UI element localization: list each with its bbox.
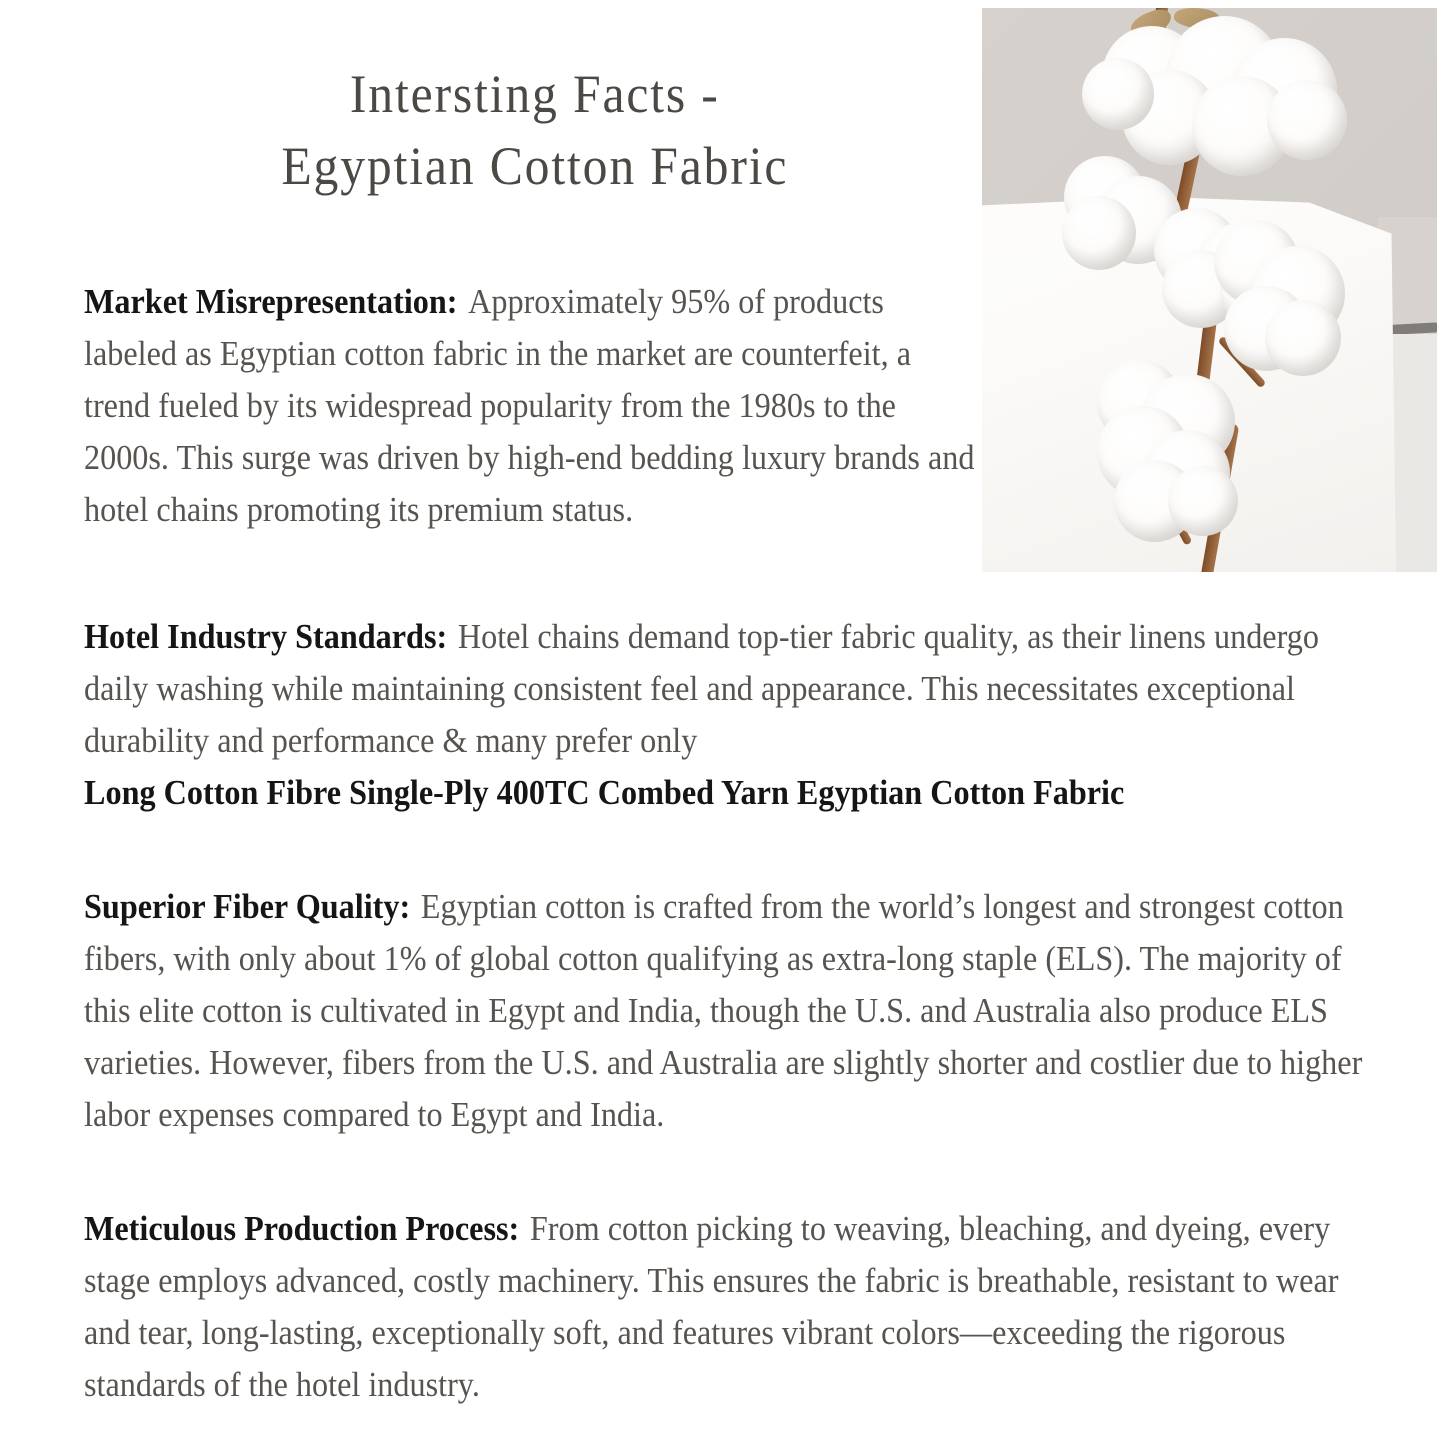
section-heading: Meticulous Production Process:	[84, 1209, 520, 1248]
paragraph-superior-fiber-quality	[84, 881, 1381, 1141]
section-body: Approximately 95% of products labeled as Egyptian cotton fabric in the market are counterfeit, a trend fueled by its widespread popularity from the 1980s to the 2000s. This surge was driven by high-end bedding luxury brands and hotel chains promoting its premium status.	[84, 282, 975, 529]
section-heading: Market Misrepresentation:	[84, 282, 458, 321]
paragraph-meticulous-production-process	[84, 1203, 1381, 1411]
section-body: Egyptian cotton is crafted from the world’s longest and strongest cotton fibers, with only about 1% of global cotton qualifying as extra-long staple (ELS). The majority of this elite cotton is cultivated in Egypt and India, though the U.S. and Australia also produce ELS varieties. However, fibers from the U.S. and Australia are slightly shorter and costlier due to higher labor expenses compared to Egypt and India.	[84, 887, 1363, 1134]
page-title	[84, 58, 986, 202]
section-heading: Hotel Industry Standards:	[84, 617, 448, 656]
page-title-line2: Egyptian Cotton Fabric	[281, 136, 789, 196]
paragraph-market-misrepresentation	[84, 276, 975, 536]
section-body: Hotel chains demand top-tier fabric quality, as their linens undergo daily washing while maintaining consistent feel and appearance. This necessitates exceptional durability and performance & many prefer only	[84, 617, 1319, 760]
paragraph-hotel-industry-standards	[84, 611, 1381, 767]
section-heading: Superior Fiber Quality:	[84, 887, 411, 926]
page-title-line1: Intersting Facts -	[349, 64, 720, 124]
article-text	[84, 58, 1381, 1411]
highlight-product-line: Long Cotton Fibre Single-Ply 400TC Combed Yarn Egyptian Cotton Fabric	[84, 773, 1125, 812]
section-body: From cotton picking to weaving, bleaching, and dyeing, every stage employs advanced, costly machinery. This ensures the fabric is breathable, resistant to wear and tear, long-lasting, exceptionally soft, and features vibrant colors—exceeding the rigorous standards of the hotel industry.	[84, 1209, 1339, 1404]
